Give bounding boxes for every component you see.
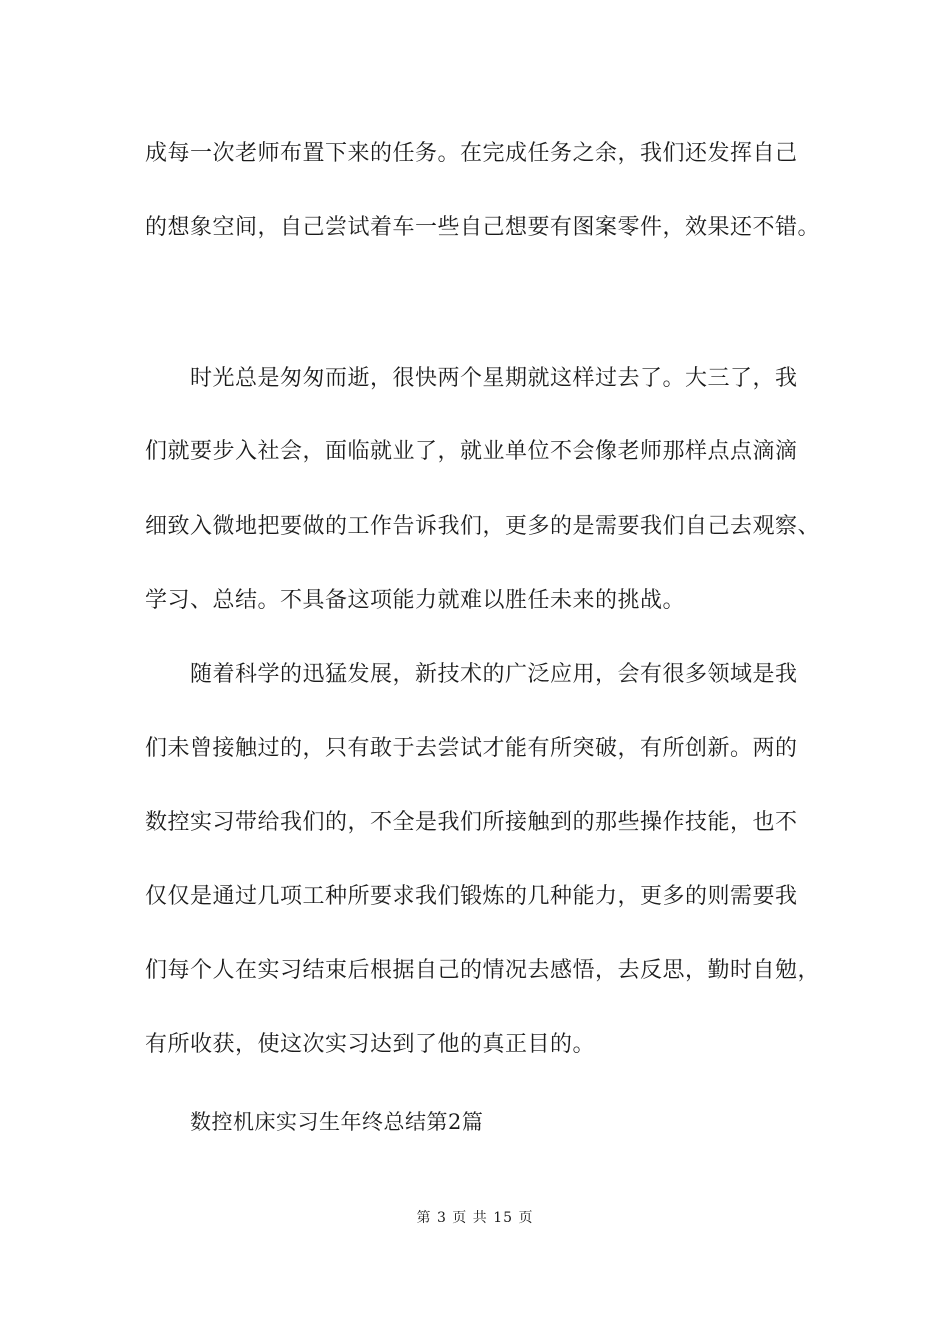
paragraph-3-line-3: 数控实习带给我们的，不全是我们所接触到的那些操作技能，也不: [145, 810, 798, 835]
paragraph-2-line-1: 时光总是匆匆而逝，很快两个星期就这样过去了。大三了，我: [190, 366, 798, 391]
paragraph-2-line-2: 们就要步入社会，面临就业了，就业单位不会像老师那样点点滴滴: [145, 439, 798, 464]
paragraph-3-line-2: 们未曾接触过的，只有敢于去尝试才能有所突破，有所创新。两的: [145, 736, 798, 761]
page-footer: 第 3 页 共 15 页: [416, 1210, 534, 1226]
paragraph-3-line-4: 仅仅是通过几项工种所要求我们锻炼的几种能力，更多的则需要我: [145, 884, 798, 909]
paragraph-3-line-6: 有所收获，使这次实习达到了他的真正目的。: [145, 1032, 596, 1057]
section-heading: 数控机床实习生年终总结第2篇: [190, 1110, 484, 1134]
paragraph-2-line-4: 学习、总结。不具备这项能力就难以胜任未来的挑战。: [145, 588, 686, 613]
paragraph-2-line-3: 细致入微地把要做的工作告诉我们，更多的是需要我们自己去观察、: [145, 514, 821, 539]
paragraph-3-line-1: 随着科学的迅猛发展，新技术的广泛应用，会有很多领域是我: [190, 662, 798, 687]
paragraph-continuation-line-2: 的想象空间，自己尝试着车一些自己想要有图案零件，效果还不错。: [145, 215, 821, 240]
paragraph-continuation-line-1: 成每一次老师布置下来的任务。在完成任务之余，我们还发挥自己: [145, 141, 798, 166]
paragraph-3-line-5: 们每个人在实习结束后根据自己的情况去感悟，去反思，勤时自勉，: [145, 958, 821, 983]
